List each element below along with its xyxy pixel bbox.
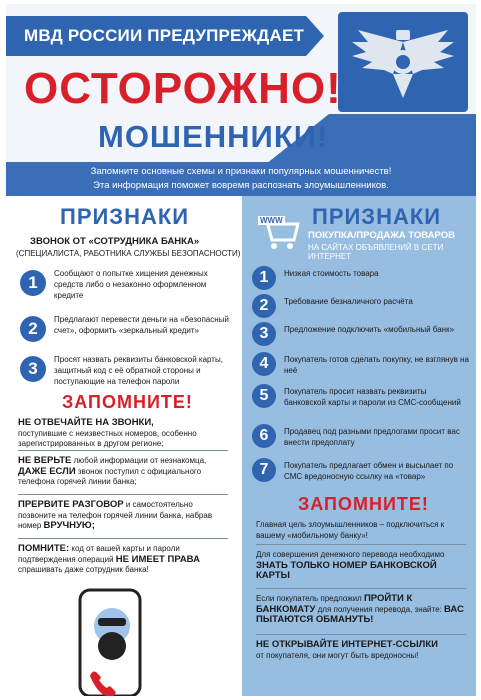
title-warning: ОСТОРОЖНО!	[24, 64, 342, 113]
divider	[256, 588, 466, 589]
left-item-text: Предлагают перевести деньги на «безопасный счет», оформить «зеркальный кредит»	[54, 315, 229, 335]
right-item-text: Предложение подключить «мобильный банк»	[284, 325, 455, 334]
right-rule: НЕ ОТКРЫВАЙТЕ ИНТЕРНЕТ-ССЫЛКИ от покупателя, они могут быть вредоносны!	[256, 639, 438, 660]
right-item	[252, 384, 472, 412]
number-badge: 2	[252, 294, 276, 318]
left-rule: НЕ ВЕРЬТЕ любой информации от незнакомца, ДАЖЕ ЕСЛИ звонок поступил с официального телефона горячей линии банка;	[18, 455, 207, 486]
right-item-text: Требование безналичного расчёта	[284, 297, 413, 306]
right-item-text: Продавец под разными предлогами просит вас внести предоплату	[284, 427, 460, 447]
right-item	[252, 266, 472, 294]
intro-banner	[6, 162, 476, 196]
right-subheading: ПОКУПКА/ПРОДАЖА ТОВАРОВ	[308, 230, 455, 241]
right-rule: Если покупатель предложил ПРОЙТИ К БАНКОМАТУ для получения перевода, знайте: ВАС ПЫТАЮТСЯ ОБМАНУТЬ!	[256, 593, 464, 625]
right-item	[252, 322, 472, 350]
left-rule: ПРЕРВИТЕ РАЗГОВОР и самостоятельно позвоните на телефон горячей линии банка, набрав номер ВРУЧНУЮ;	[18, 499, 213, 531]
number-badge: 6	[252, 424, 276, 448]
left-subsubheading: (СПЕЦИАЛИСТА, РАБОТНИКА СЛУЖБЫ БЕЗОПАСНОСТИ)	[16, 249, 241, 258]
right-item	[252, 294, 472, 322]
header-ribbon: МВД РОССИИ ПРЕДУПРЕЖДАЕТ	[6, 16, 306, 56]
right-rule: Главная цель злоумышленников – подключиться к вашему «мобильному банку»!	[256, 520, 445, 540]
phone-scammer-icon	[78, 588, 142, 696]
left-item	[20, 314, 236, 352]
eagle-emblem-icon	[338, 12, 468, 112]
number-badge: 1	[252, 266, 276, 290]
right-remember: ЗАПОМНИТЕ!	[298, 494, 429, 514]
right-item-text: Низкая стоимость товара	[284, 269, 379, 278]
intro-line-1: Запомните основные схемы и признаки популярных мошенничеств!	[90, 166, 392, 177]
divider	[256, 634, 466, 635]
title-scammers: МОШЕННИКИ!	[98, 119, 329, 154]
divider	[18, 494, 228, 495]
poster	[6, 4, 476, 696]
left-rule: ПОМНИТЕ: код от вашей карты и пароли подтверждения операций НЕ ИМЕЕТ ПРАВА спрашивать даже сотрудник банка!	[18, 543, 200, 574]
right-heading: ПРИЗНАКИ	[312, 204, 442, 229]
number-badge: 7	[252, 458, 276, 482]
number-badge: 5	[252, 384, 276, 408]
right-item-text: Покупатель просит назвать реквизиты банковской карты и пароли из СМС-сообщений	[284, 387, 461, 407]
left-item-text: Сообщают о попытке хищения денежных средств либо о незаконно оформленном кредите	[54, 269, 208, 300]
number-badge: 4	[252, 352, 276, 376]
right-column	[242, 196, 476, 696]
divider	[18, 538, 228, 539]
www-label: WWW	[260, 216, 283, 225]
number-badge: 1	[20, 270, 46, 296]
right-subsubheading: НА САЙТАХ ОБЪЯВЛЕНИЙ В СЕТИ ИНТЕРНЕТ	[308, 243, 444, 261]
intro-line-2: Эта информация поможет вовремя распознать злоумышленников.	[93, 180, 389, 191]
left-heading: ПРИЗНАКИ	[60, 204, 190, 229]
right-item-text: Покупатель готов сделать покупку, не взглянув на неё	[284, 355, 469, 375]
right-item	[252, 458, 472, 486]
right-item	[252, 424, 472, 452]
right-item	[252, 352, 472, 380]
left-remember: ЗАПОМНИТЕ!	[62, 392, 193, 412]
number-badge: 3	[20, 356, 46, 382]
number-badge: 3	[252, 322, 276, 346]
left-rule: НЕ ОТВЕЧАЙТЕ НА ЗВОНКИ, поступившие с неизвестных номеров, особенно зарегистрированных в другом регионе;	[18, 417, 197, 448]
number-badge: 2	[20, 316, 46, 342]
divider	[18, 450, 228, 451]
right-item-text: Покупатель предлагает обмен и высылает по СМС вредоносную ссылку на «товар»	[284, 461, 454, 481]
left-item	[20, 354, 236, 392]
right-rule: Для совершения денежного перевода необходимо ЗНАТЬ ТОЛЬКО НОМЕР БАНКОВСКОЙ КАРТЫ	[256, 550, 445, 581]
left-item-text: Просят назвать реквизиты банковской карты, защитный код с её обратной стороны и поступающие на телефон пароли	[54, 355, 223, 386]
left-subheading: ЗВОНОК ОТ «СОТРУДНИКА БАНКА»	[30, 236, 200, 247]
divider	[256, 544, 466, 545]
left-item	[20, 268, 236, 306]
